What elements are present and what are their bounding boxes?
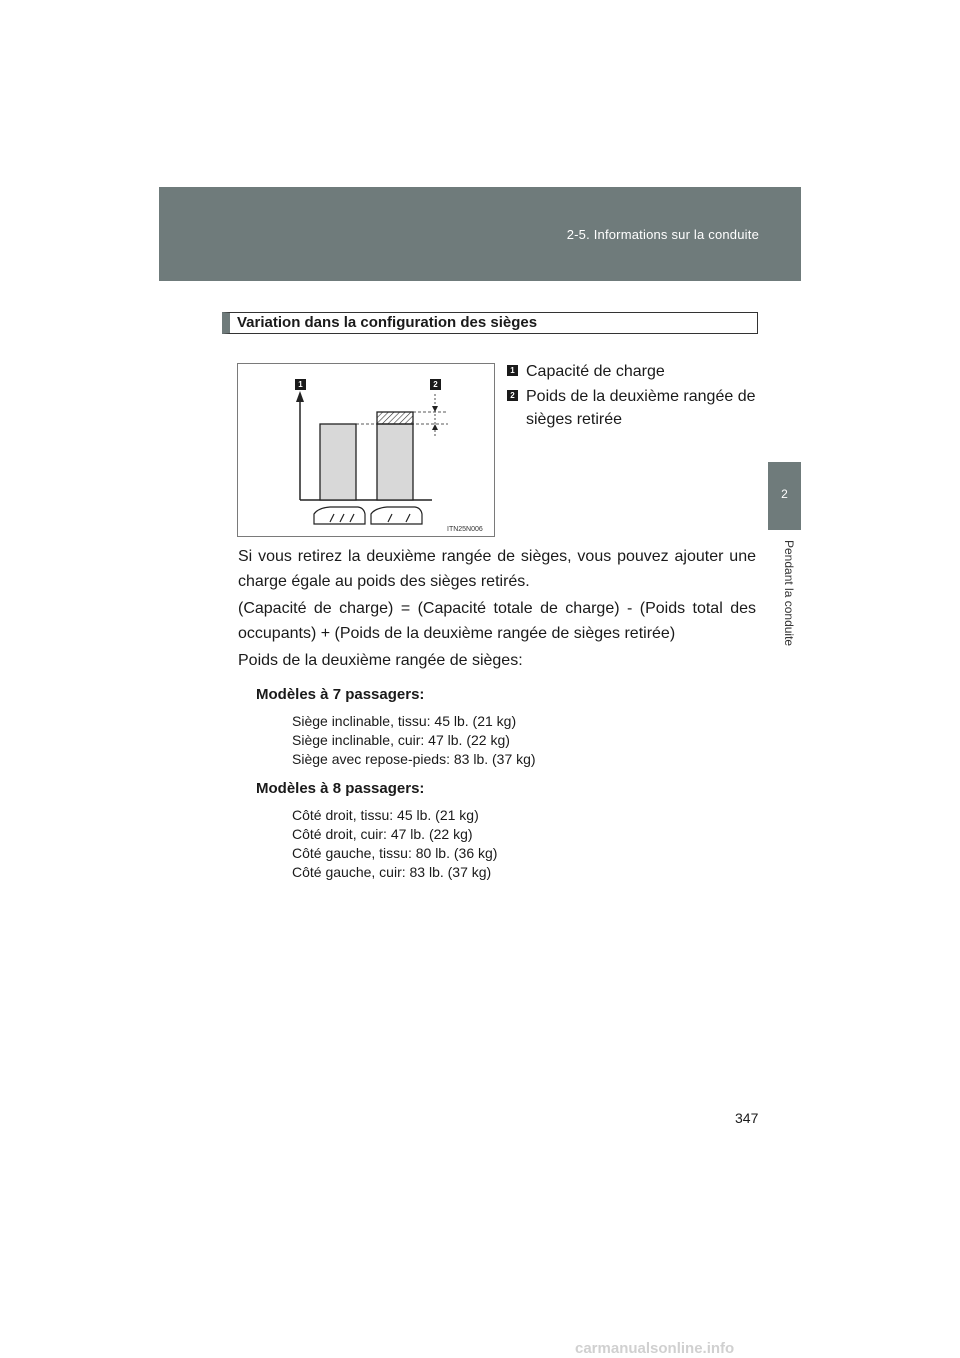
bar-load-capacity — [320, 424, 356, 500]
group-heading-7-passengers: Modèles à 7 passagers: — [256, 686, 425, 703]
chapter-label: Pendant la conduite — [782, 540, 796, 647]
header-band — [159, 187, 801, 281]
chapter-tab — [768, 462, 801, 530]
van-icon-two-rows — [371, 507, 422, 524]
legend-item — [507, 360, 757, 383]
y-axis-arrow — [296, 391, 304, 402]
spec-item: Siège inclinable, cuir: 47 lb. (22 kg) — [292, 732, 510, 748]
legend-number: 1 — [507, 365, 518, 376]
legend-text: Poids de la deuxième rangée de sièges retirée — [526, 388, 756, 428]
bar-load-capacity-seats-removed — [377, 424, 413, 500]
page-number: 347 — [735, 1110, 759, 1126]
legend-number: 2 — [507, 390, 518, 401]
van-icon-three-rows — [314, 507, 365, 524]
spec-item: Côté gauche, cuir: 83 lb. (37 kg) — [292, 864, 492, 880]
spec-item: Côté gauche, tissu: 80 lb. (36 kg) — [292, 845, 498, 861]
figure-legend — [507, 360, 757, 433]
seat-configuration-figure — [237, 363, 495, 537]
spec-list-7-passengers — [292, 712, 536, 769]
spec-list-8-passengers — [292, 806, 497, 882]
section-title: Variation dans la configuration des sièges — [222, 312, 758, 334]
load-capacity-diagram — [238, 364, 494, 536]
spec-item: Côté droit, cuir: 47 lb. (22 kg) — [292, 826, 473, 842]
figure-code: ITN25N006 — [447, 526, 483, 533]
figure-marker-1: 1 — [295, 379, 306, 390]
legend-item — [507, 385, 757, 431]
group-heading-8-passengers: Modèles à 8 passagers: — [256, 780, 425, 797]
spec-item: Siège avec repose-pieds: 83 lb. (37 kg) — [292, 751, 536, 767]
paragraph-seat-weight: Poids de la deuxième rangée de sièges: — [238, 652, 523, 669]
paragraph-intro: Si vous retirez la deuxième rangée de sièges, vous pouvez ajouter une charge égale au poids des sièges retirés. — [238, 548, 756, 590]
legend-text: Capacité de charge — [526, 363, 665, 380]
figure-marker-2: 2 — [430, 379, 441, 390]
bar-hatch-removed-seat-weight — [377, 412, 413, 424]
spec-item: Siège inclinable, tissu: 45 lb. (21 kg) — [292, 713, 517, 729]
breadcrumb: 2-5. Informations sur la conduite — [566, 227, 759, 242]
spec-item: Côté droit, tissu: 45 lb. (21 kg) — [292, 807, 479, 823]
chapter-number: 2 — [781, 487, 788, 501]
footer-watermark: carmanualsonline.info — [575, 1340, 735, 1357]
paragraph-formula: (Capacité de charge) = (Capacité totale de charge) - (Poids total des occupants) + (Poids de la deuxième rangée de sièges retirée) — [238, 600, 756, 642]
